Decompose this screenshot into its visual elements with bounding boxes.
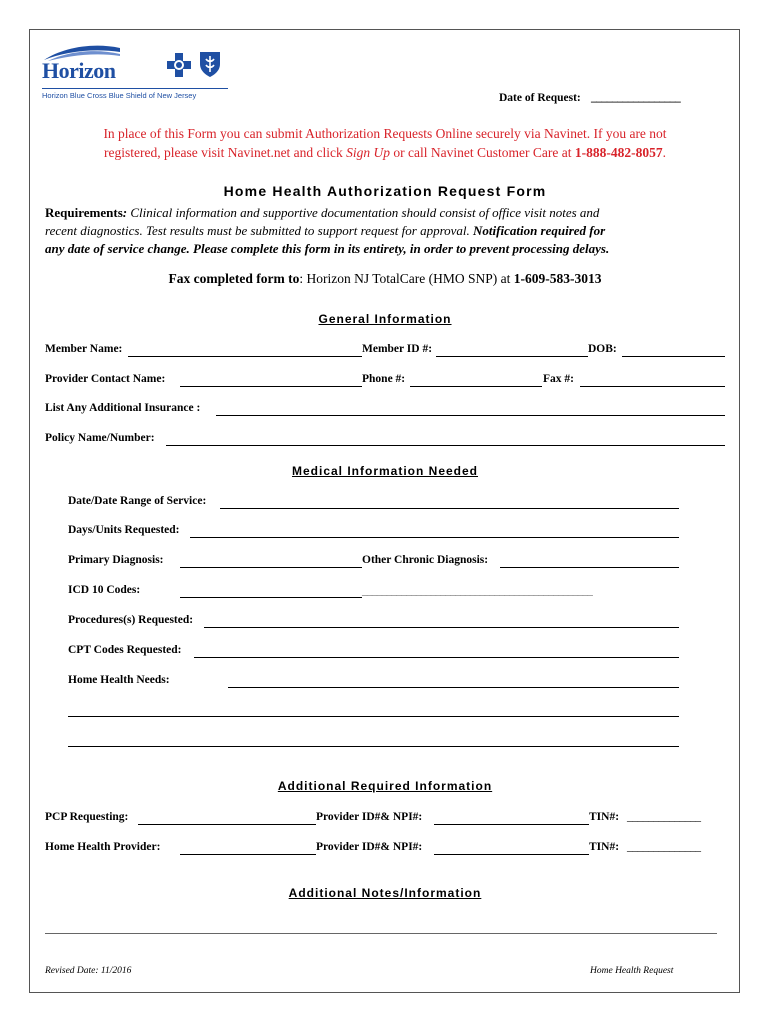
member-id-label: Member ID #: (362, 343, 433, 355)
provider-id-label-1: Provider ID#& NPI#: (316, 811, 423, 823)
home-health-needs-field-2[interactable] (68, 716, 679, 717)
days-units-label: Days/Units Requested: (68, 524, 180, 536)
form-title: Home Health Authorization Request Form (223, 183, 547, 199)
provider-id-label-2: Provider ID#& NPI#: (316, 841, 423, 853)
additional-insurance-label: List Any Additional Insurance : (45, 402, 201, 414)
policy-label: Policy Name/Number: (45, 432, 155, 444)
section-medical-information: Medical Information Needed (291, 464, 479, 478)
navinet-phone: 1-888-482-8057 (574, 145, 663, 160)
other-diagnosis-label: Other Chronic Diagnosis: (362, 554, 489, 566)
date-range-field[interactable] (220, 508, 679, 509)
logo-subtitle: Horizon Blue Cross Blue Shield of New Jersey (42, 91, 197, 100)
member-name-field[interactable] (128, 356, 362, 357)
cpt-codes-label: CPT Codes Requested: (68, 644, 182, 656)
phone-label: Phone #: (362, 373, 406, 385)
fax-label: Fax completed form to (168, 271, 300, 286)
home-health-needs-field-1[interactable] (228, 687, 679, 688)
procedures-field[interactable] (204, 627, 679, 628)
pcp-requesting-field[interactable] (138, 824, 316, 825)
tin-field-1[interactable]: ______________ (627, 811, 701, 823)
requirements-text-1: Clinical information and supportive documentation should consist of office visit notes and (127, 205, 600, 220)
home-health-needs-field-3[interactable] (68, 746, 679, 747)
footer-doc-name: Home Health Request (590, 966, 674, 976)
section-additional-required: Additional Required Information (277, 779, 493, 793)
additional-insurance-field[interactable] (216, 415, 725, 416)
fax-colon: : (299, 271, 307, 286)
notice-line-1: In place of this Form you can submit Authorization Requests Online securely via Navinet. If you are not (103, 126, 667, 141)
tin-label-1: TIN#: (589, 811, 620, 823)
tin-label-2: TIN#: (589, 841, 620, 853)
home-health-provider-label: Home Health Provider: (45, 841, 161, 853)
requirements-line-2 (45, 222, 735, 240)
requirements-line-3 (45, 240, 735, 258)
horizon-wordmark: Horizon (42, 58, 116, 83)
provider-id-field-1[interactable] (434, 824, 589, 825)
tin-field-2[interactable]: ______________ (627, 841, 701, 853)
section-general-information: General Information (318, 312, 452, 326)
requirements-line-1 (45, 204, 735, 222)
additional-notes-field[interactable] (45, 933, 717, 934)
provider-contact-field[interactable] (180, 386, 362, 387)
fax-org: Horizon NJ TotalCare (HMO SNP) at (306, 271, 514, 286)
icd-codes-extra-field[interactable]: _______________________________________________ (362, 585, 593, 597)
date-of-request-field[interactable]: _________________ (591, 92, 681, 104)
primary-diagnosis-label: Primary Diagnosis: (68, 554, 164, 566)
revised-date: Revised Date: 11/2016 (45, 966, 132, 976)
fax-number: 1-609-583-3013 (513, 271, 602, 286)
blue-cross-icon (166, 52, 192, 78)
notice-text-b: or call Navinet Customer Care at (390, 145, 575, 160)
notice-line-2 (0, 143, 770, 162)
member-id-field[interactable] (436, 356, 588, 357)
date-range-label: Date/Date Range of Service: (68, 495, 207, 507)
notice-end: . (662, 145, 666, 160)
home-health-needs-label: Home Health Needs: (68, 674, 170, 686)
days-units-field[interactable] (190, 537, 679, 538)
dob-label: DOB: (588, 343, 617, 355)
icd-codes-field[interactable] (180, 597, 362, 598)
fax-instructions (0, 271, 770, 287)
primary-diagnosis-field[interactable] (180, 567, 362, 568)
provider-contact-label: Provider Contact Name: (45, 373, 166, 385)
dob-field[interactable] (622, 356, 725, 357)
blue-shield-icon (198, 50, 222, 78)
requirements-text-2: recent diagnostics. Test results must be submitted to support request for approval. (45, 223, 474, 238)
requirements-colon: : (122, 205, 128, 220)
home-health-provider-field[interactable] (180, 854, 316, 855)
requirements-bold-2: Notification required for (473, 223, 606, 238)
policy-field[interactable] (166, 445, 725, 446)
member-name-label: Member Name: (45, 343, 123, 355)
cpt-codes-field[interactable] (194, 657, 679, 658)
requirements-block (45, 204, 735, 258)
phone-field[interactable] (410, 386, 542, 387)
requirements-label: Requirements (45, 205, 123, 220)
sign-up-link[interactable]: Sign Up (346, 145, 391, 160)
date-of-request-label: Date of Request: (499, 92, 581, 104)
icd-codes-label: ICD 10 Codes: (68, 584, 141, 596)
fax-number-field[interactable] (580, 386, 725, 387)
section-additional-notes: Additional Notes/Information (288, 886, 482, 900)
provider-id-field-2[interactable] (434, 854, 589, 855)
requirements-bold-3: any date of service change. Please complete this form in its entirety, in order to prevent processing delays. (45, 241, 610, 256)
other-diagnosis-field[interactable] (500, 567, 679, 568)
logo-divider (42, 88, 228, 89)
navinet-notice (0, 124, 770, 162)
procedures-label: Procedures(s) Requested: (68, 614, 194, 626)
pcp-requesting-label: PCP Requesting: (45, 811, 129, 823)
fax-number-label: Fax #: (543, 373, 574, 385)
notice-text-a: registered, please visit Navinet.net and click (104, 145, 347, 160)
horizon-logo (40, 44, 230, 104)
